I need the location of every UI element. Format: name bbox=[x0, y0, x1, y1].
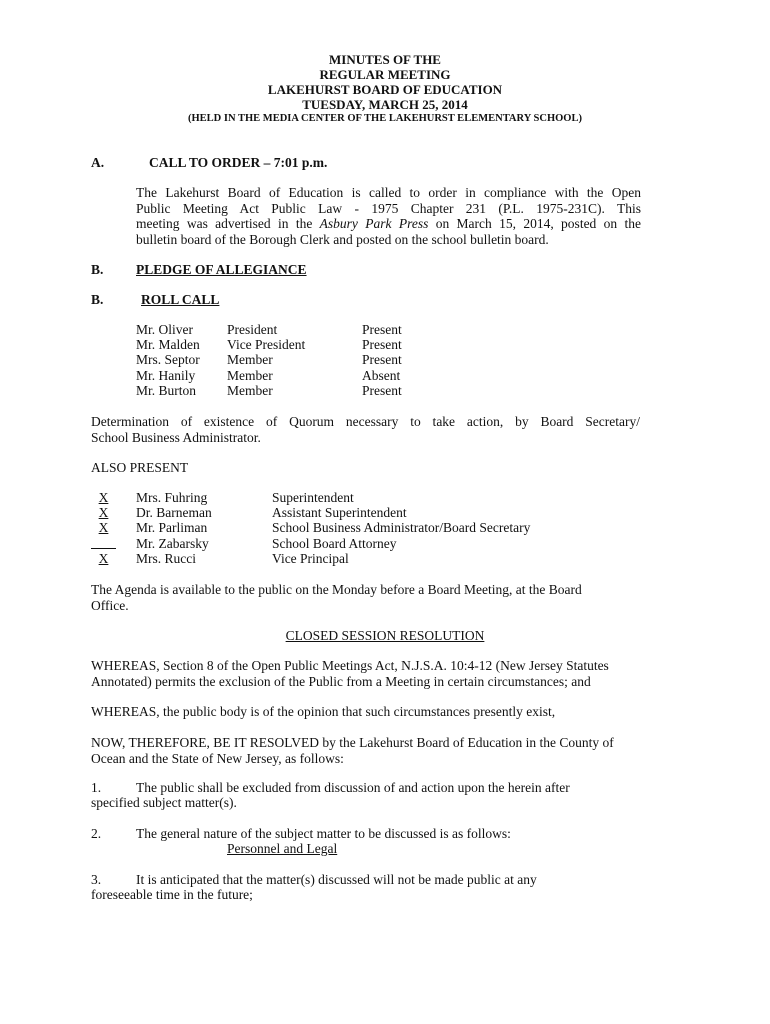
roll-member-name: Mr. Oliver bbox=[136, 322, 193, 337]
call-to-order-line1: The Lakehurst Board of Education is called to order in compliance with the Open bbox=[136, 185, 641, 200]
item-3-number: 3. bbox=[91, 872, 102, 887]
closed-session-heading: CLOSED SESSION RESOLUTION bbox=[285, 628, 485, 643]
whereas-1-line1: WHEREAS, Section 8 of the Open Public Meetings Act, N.J.S.A. 10:4-12 (New Jersey Statutes bbox=[91, 658, 609, 673]
roll-member-name: Mr. Burton bbox=[136, 382, 197, 398]
now-therefore-paragraph bbox=[91, 735, 681, 766]
roll-member-status: Present bbox=[362, 352, 402, 368]
quorum-paragraph bbox=[91, 414, 640, 445]
call-to-order-line3c: on March 15, 2014, posted on the bbox=[428, 216, 641, 231]
roll-member-status: Present bbox=[362, 337, 402, 353]
attendee-name: Mrs. Fuhring bbox=[136, 490, 208, 505]
item-2-subject: Personnel and Legal bbox=[227, 841, 338, 856]
agenda-paragraph bbox=[91, 582, 651, 613]
attendee-title: School Board Attorney bbox=[272, 535, 397, 551]
attendance-mark bbox=[91, 536, 116, 553]
doc-title-location: (HELD IN THE MEDIA CENTER OF THE LAKEHURST ELEMENTARY SCHOOL) bbox=[188, 113, 582, 124]
pledge-heading: PLEDGE OF ALLEGIANCE bbox=[136, 262, 307, 277]
agenda-line1: The Agenda is available to the public on the Monday before a Board Meeting, at the Board bbox=[91, 582, 582, 597]
section-letter-a: A. bbox=[91, 155, 105, 170]
quorum-line1: Determination of existence of Quorum necessary to take action, by Board Secretary/ bbox=[91, 414, 640, 429]
now-therefore-line2: Ocean and the State of New Jersey, as follows: bbox=[91, 750, 344, 766]
roll-member-status: Present bbox=[362, 382, 402, 398]
call-to-order-paragraph bbox=[136, 185, 641, 247]
roll-member-name: Mr. Malden bbox=[136, 337, 200, 353]
roll-member-role: Member bbox=[227, 382, 273, 398]
attendance-mark bbox=[91, 520, 116, 536]
call-to-order-heading: CALL TO ORDER – 7:01 p.m. bbox=[149, 155, 328, 170]
roll-member-name: Mr. Hanily bbox=[136, 367, 196, 383]
call-to-order-line4: bulletin board of the Borough Clerk and posted on the school bulletin board. bbox=[136, 231, 549, 247]
section-letter-b-pledge: B. bbox=[91, 262, 104, 277]
agenda-line2: Office. bbox=[91, 597, 129, 613]
whereas-1-line2: Annotated) permits the exclusion of the Public from a Meeting in certain circumstances; and bbox=[91, 673, 591, 689]
attendee-name: Dr. Barneman bbox=[136, 505, 212, 521]
roll-member-role: President bbox=[227, 322, 278, 337]
attendee-title: School Business Administrator/Board Secretary bbox=[272, 520, 531, 536]
call-to-order-line3 bbox=[136, 216, 641, 232]
roll-member-status: Present bbox=[362, 322, 402, 337]
item-3-line2: foreseeable time in the future; bbox=[91, 887, 253, 902]
attendance-mark-text: X bbox=[98, 550, 109, 566]
attendance-mark bbox=[91, 505, 116, 521]
attendee-title: Assistant Superintendent bbox=[272, 505, 407, 521]
attendance-mark-text: X bbox=[98, 505, 109, 521]
also-present-heading: ALSO PRESENT bbox=[91, 460, 189, 475]
section-letter-b-roll: B. bbox=[91, 292, 104, 307]
doc-title-line3: LAKEHURST BOARD OF EDUCATION bbox=[267, 82, 503, 97]
roll-member-name: Mrs. Septor bbox=[136, 352, 200, 368]
roll-member-role: Member bbox=[227, 352, 273, 368]
doc-title-line2: REGULAR MEETING bbox=[319, 67, 451, 82]
attendee-name: Mr. Parliman bbox=[136, 520, 208, 536]
newspaper-name: Asbury Park Press bbox=[319, 216, 429, 231]
attendance-mark-text: X bbox=[98, 520, 109, 536]
roll-member-role: Vice President bbox=[227, 337, 306, 353]
item-1-number: 1. bbox=[91, 780, 102, 795]
attendance-mark bbox=[91, 490, 116, 506]
attendee-title: Superintendent bbox=[272, 490, 354, 505]
roll-call-heading: ROLL CALL bbox=[141, 292, 220, 307]
attendee-title: Vice Principal bbox=[272, 550, 349, 566]
item-2-number: 2. bbox=[91, 826, 102, 841]
attendance-mark-text: X bbox=[98, 490, 109, 505]
quorum-line2: School Business Administrator. bbox=[91, 429, 261, 445]
attendee-name: Mr. Zabarsky bbox=[136, 535, 209, 551]
roll-member-role: Member bbox=[227, 367, 273, 383]
item-2-line1: The general nature of the subject matter to be discussed is as follows: bbox=[136, 826, 511, 841]
item-3-line1: It is anticipated that the matter(s) discussed will not be made public at any bbox=[136, 872, 537, 887]
call-to-order-line3a: meeting was advertised in the bbox=[136, 216, 320, 231]
attendance-blank-line bbox=[91, 536, 116, 549]
attendance-mark bbox=[91, 551, 116, 567]
attendee-name: Mrs. Rucci bbox=[136, 550, 196, 566]
whereas-1-paragraph bbox=[91, 658, 681, 689]
call-to-order-line2: Public Meeting Act Public Law - 1975 Chapter 231 (P.L. 1975-231C). This bbox=[136, 200, 641, 216]
now-therefore-line1: NOW, THEREFORE, BE IT RESOLVED by the Lakehurst Board of Education in the County of bbox=[91, 735, 614, 750]
doc-title-line1: MINUTES OF THE bbox=[329, 52, 441, 67]
doc-title-date: TUESDAY, MARCH 25, 2014 bbox=[302, 97, 468, 112]
item-1-line2: specified subject matter(s). bbox=[91, 795, 237, 810]
roll-member-status: Absent bbox=[362, 367, 401, 383]
whereas-2-paragraph: WHEREAS, the public body is of the opinion that such circumstances presently exist, bbox=[91, 704, 556, 719]
item-1-line1: The public shall be excluded from discussion of and action upon the herein after bbox=[136, 780, 570, 795]
